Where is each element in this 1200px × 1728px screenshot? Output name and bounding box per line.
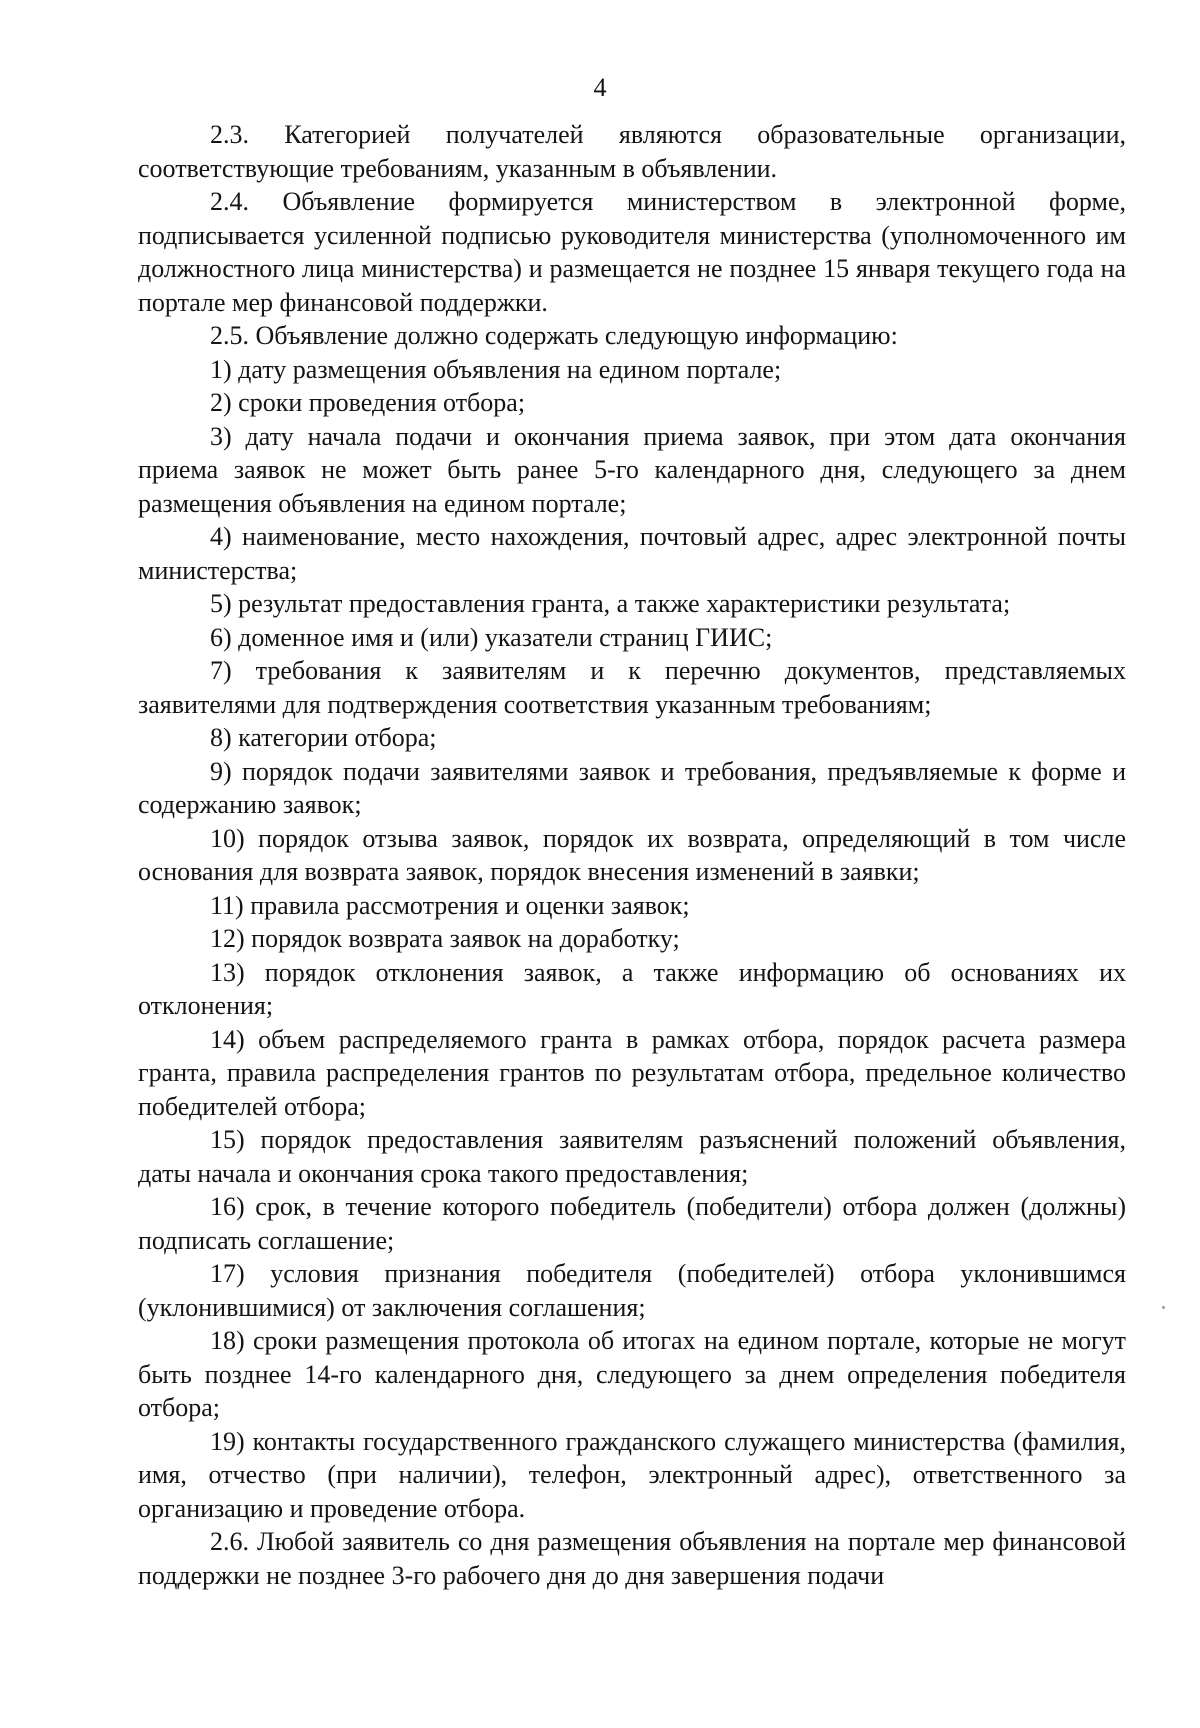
list-item-18: 18) сроки размещения протокола об итогах на едином портале, которые не могут быть позднее 14-го календарного дня, следующего за днем определения победителя отбора;: [138, 1326, 1126, 1422]
list-item-17: 17) условия признания победителя (победителей) отбора уклонившимся (уклонившимися) от заключения соглашения;: [138, 1259, 1126, 1322]
list-item-3: 3) дату начала подачи и окончания приема заявок, при этом дата окончания приема заявок не может быть ранее 5-го календарного дня, следующего за днем размещения объявления на едином портале;: [138, 421, 1126, 518]
document-body: [138, 118, 1126, 1592]
list-item-11: 11) правила рассмотрения и оценки заявок;: [210, 890, 690, 920]
list-item-8: 8) категории отбора;: [210, 723, 437, 752]
list-item-9: 9) порядок подачи заявителями заявок и требования, предъявляемые к форме и содержанию заявок;: [138, 756, 1126, 819]
page-number: 4: [593, 73, 607, 102]
list-item-5: 5) результат предоставления гранта, а также характеристики результата;: [210, 589, 1011, 618]
list-item-13: 13) порядок отклонения заявок, а также информацию об основаниях их отклонения;: [138, 957, 1126, 1020]
list-item-6: 6) доменное имя и (или) указатели страниц ГИИС;: [210, 622, 773, 652]
list-item-1: 1) дату размещения объявления на едином портале;: [210, 354, 782, 384]
paragraph-2-3: 2.3. Категорией получателей являются образовательные организации, соответствующие требованиям, указанным в объявлении.: [138, 120, 1126, 183]
list-item-16: 16) срок, в течение которого победитель (победители) отбора должен (должны) подписать соглашение;: [138, 1192, 1126, 1255]
paragraph-2-4: 2.4. Объявление формируется министерством в электронной форме, подписывается усиленной подписью руководителя министерства (уполномоченного им должностного лица министерства) и размещается не позднее 15 января текущего года на портале мер финансовой поддержки.: [138, 187, 1126, 317]
list-item-4: 4) наименование, место нахождения, почтовый адрес, адрес электронной почты министерства;: [138, 522, 1126, 585]
list-item-10: 10) порядок отзыва заявок, порядок их возврата, определяющий в том числе основания для возврата заявок, порядок внесения изменений в заявки;: [138, 823, 1126, 886]
list-item-12: 12) порядок возврата заявок на доработку;: [210, 924, 680, 953]
list-item-7: 7) требования к заявителям и к перечню документов, представляемых заявителями для подтверждения соответствия указанным требованиям;: [138, 656, 1126, 719]
list-item-2: 2) сроки проведения отбора;: [210, 388, 526, 417]
scan-speck: [1162, 1306, 1165, 1309]
paragraph-2-6: 2.6. Любой заявитель со дня размещения объявления на портале мер финансовой поддержки не позднее 3-го рабочего дня до дня завершения подачи: [138, 1527, 1126, 1590]
paragraph-2-5: 2.5. Объявление должно содержать следующую информацию:: [210, 321, 898, 350]
list-item-19: 19) контакты государственного гражданского служащего министерства (фамилия, имя, отчество (при наличии), телефон, электронный адрес), ответственного за организацию и проведение отбора.: [138, 1426, 1126, 1523]
list-item-15: 15) порядок предоставления заявителям разъяснений положений объявления, даты начала и окончания срока такого предоставления;: [138, 1125, 1126, 1188]
list-item-14: 14) объем распределяемого гранта в рамках отбора, порядок расчета размера гранта, правила распределения грантов по результатам отбора, предельное количество победителей отбора;: [138, 1024, 1126, 1121]
